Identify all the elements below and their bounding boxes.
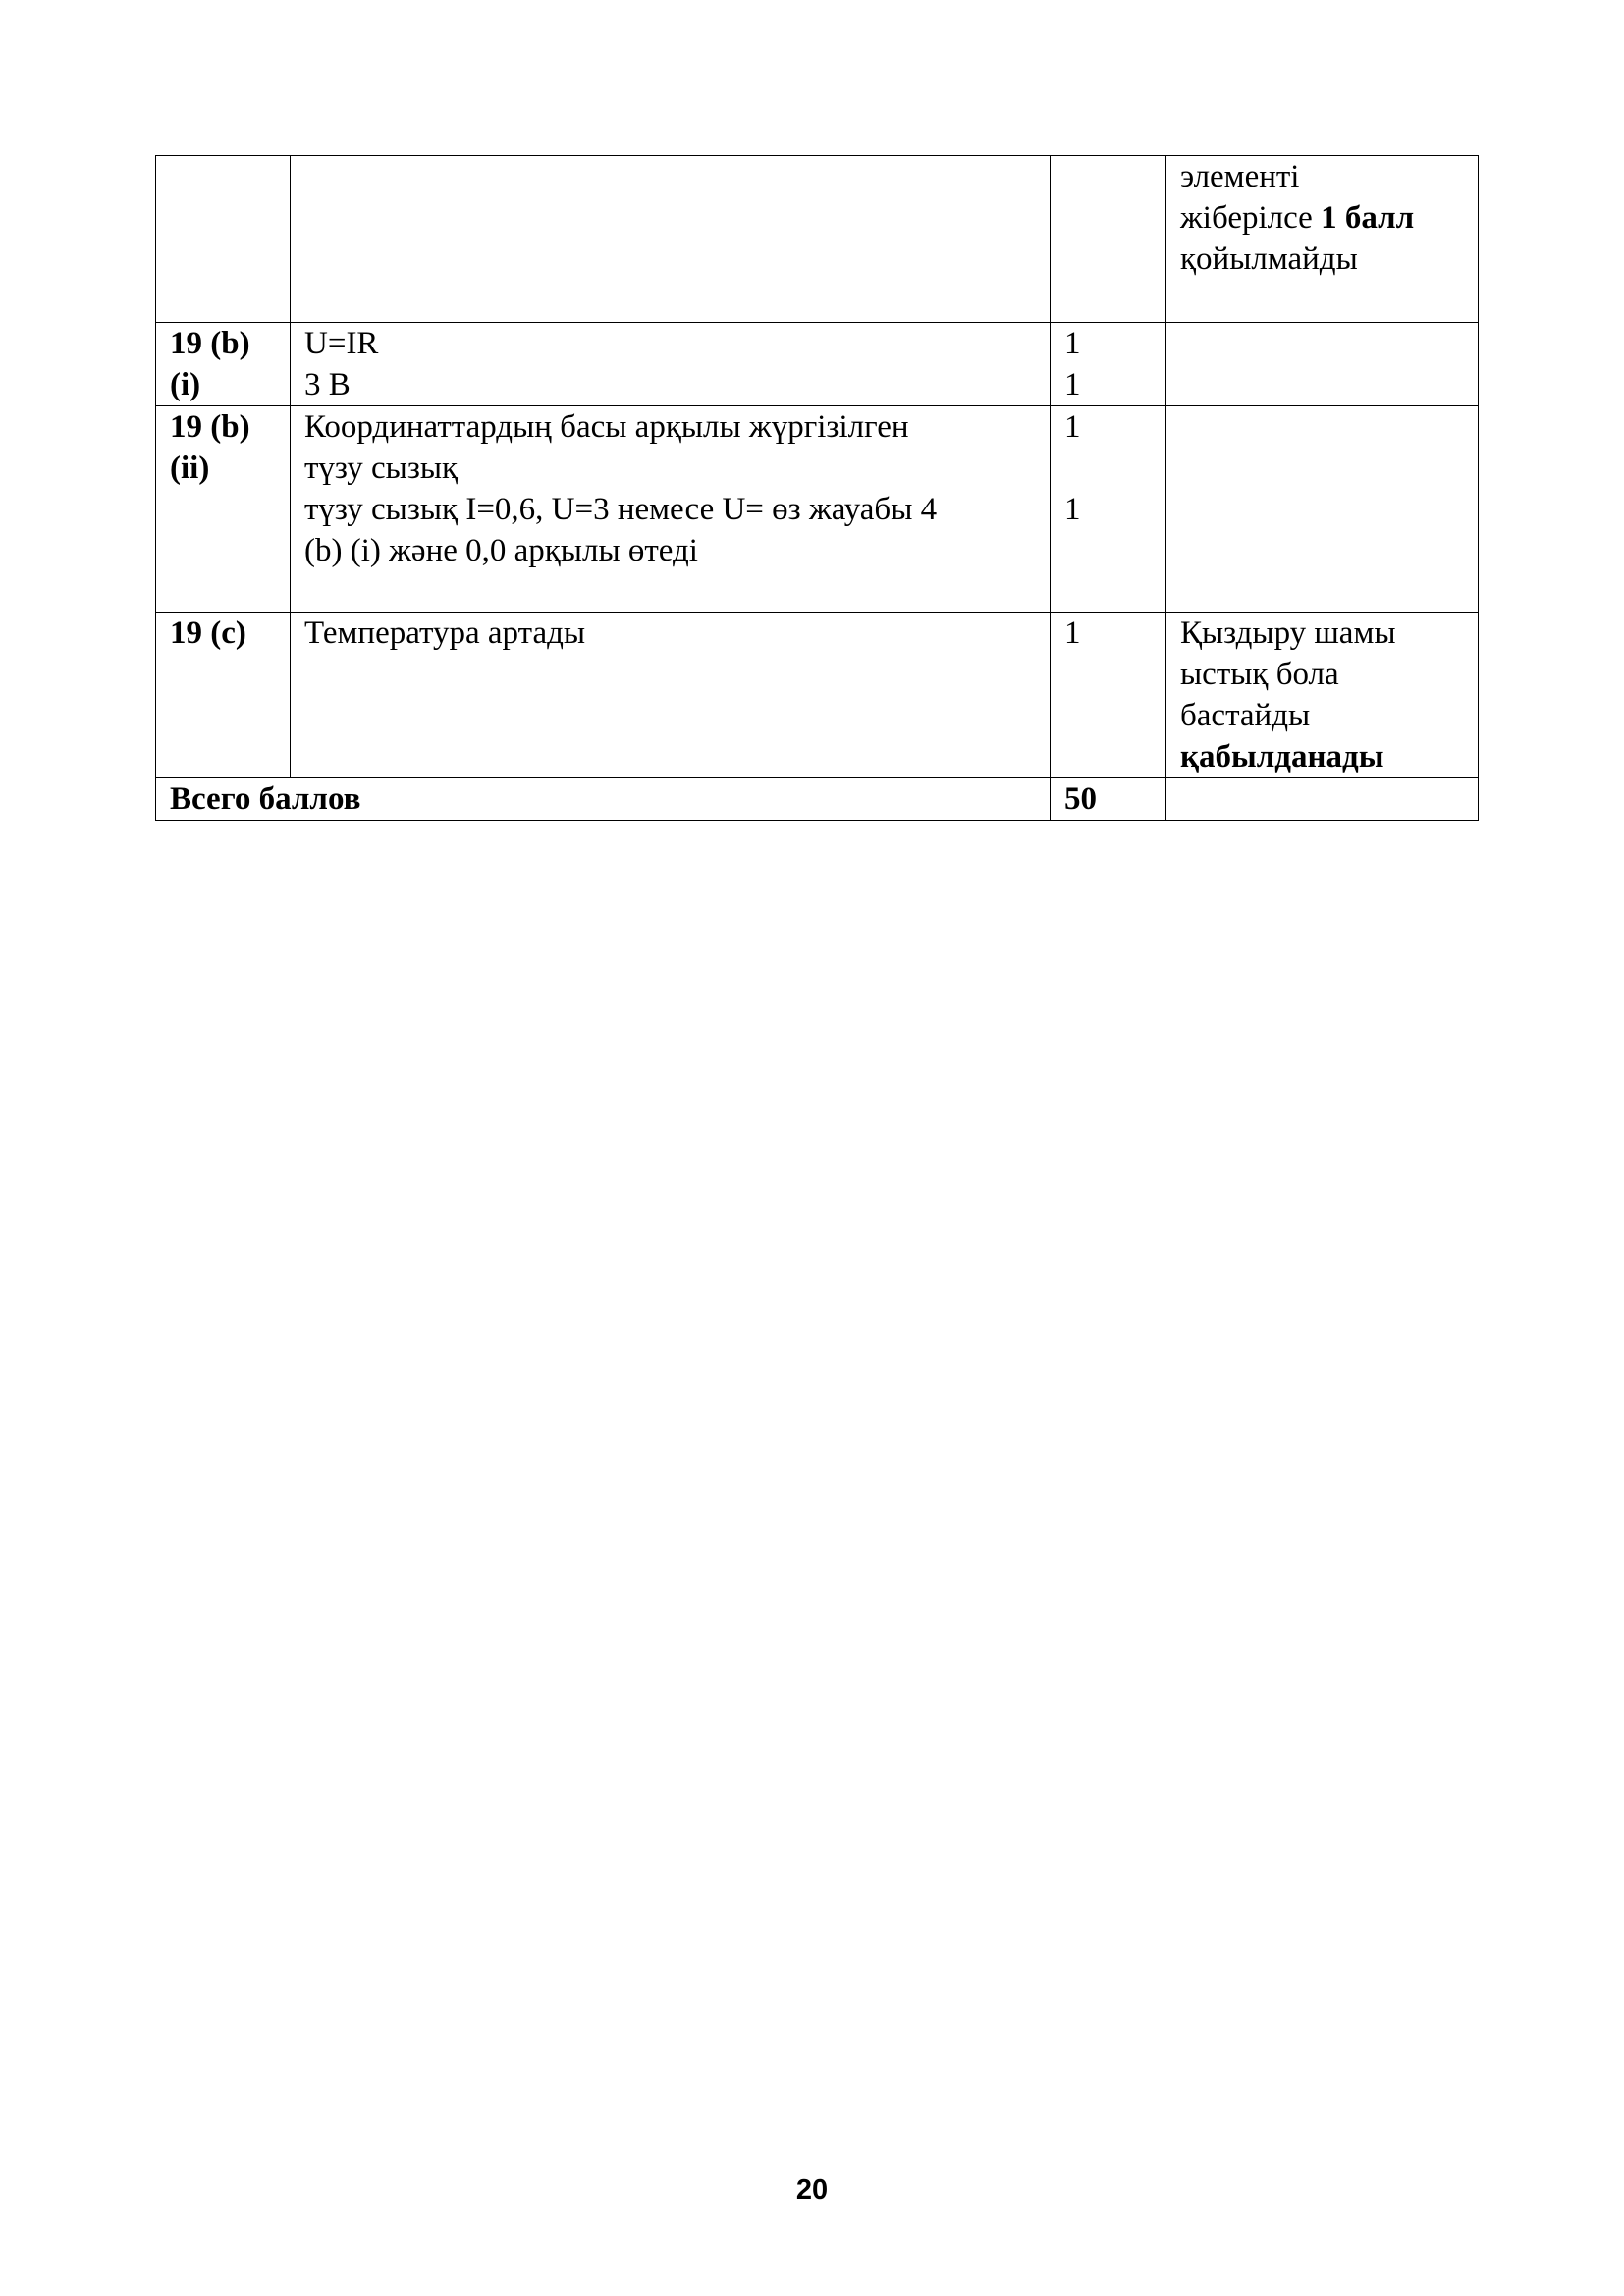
question-cell xyxy=(156,613,291,778)
mark-cell xyxy=(1051,406,1166,613)
answer-text: түзу сызық I=0,6, U=3 немесе U= өз жауабы 4 xyxy=(304,492,938,527)
question-number: 19 (b) xyxy=(170,326,250,361)
table-row xyxy=(156,156,1479,323)
answer-cell xyxy=(291,406,1051,613)
comment-cell xyxy=(1166,778,1479,821)
table-row xyxy=(156,406,1479,613)
mark-spacer xyxy=(1064,448,1152,489)
answer-text: түзу сызық xyxy=(304,451,459,486)
page-number: 20 xyxy=(795,2174,829,2206)
mark-value: 1 xyxy=(1064,326,1081,361)
comment-text xyxy=(1180,197,1464,239)
comment-text-part: жіберілсе xyxy=(1180,200,1322,236)
comment-bold-text: қабылданады xyxy=(1180,739,1384,774)
table-row xyxy=(156,613,1479,778)
answer-text: U=IR xyxy=(304,326,379,361)
mark-value: 1 xyxy=(1064,367,1081,402)
comment-cell xyxy=(1166,323,1479,406)
mark-scheme-table xyxy=(155,155,1479,821)
question-cell xyxy=(156,323,291,406)
mark-value: 1 xyxy=(1064,615,1081,651)
question-part: (i) xyxy=(170,367,201,402)
table-row xyxy=(156,323,1479,406)
comment-cell xyxy=(1166,156,1479,323)
answer-text: Температура артады xyxy=(304,615,586,651)
mark-value: 1 xyxy=(1064,409,1081,445)
comment-text: элементі xyxy=(1180,159,1300,194)
mark-cell xyxy=(1051,613,1166,778)
answer-cell xyxy=(291,613,1051,778)
answer-cell xyxy=(291,323,1051,406)
mark-value: 1 xyxy=(1064,492,1081,527)
total-row xyxy=(156,778,1479,821)
total-label: Всего баллов xyxy=(156,778,1051,821)
comment-cell xyxy=(1166,613,1479,778)
comment-text: ыстық бола xyxy=(1180,657,1339,692)
answer-text: 3 В xyxy=(304,367,351,402)
mark-cell xyxy=(1051,323,1166,406)
question-number: 19 (b) xyxy=(170,409,250,445)
question-part: (ii) xyxy=(170,451,210,486)
comment-text: бастайды xyxy=(1180,698,1311,733)
answer-text: (b) (i) және 0,0 арқылы өтеді xyxy=(304,533,698,568)
comment-bold-text: 1 балл xyxy=(1321,200,1415,236)
answer-text: Координаттардың басы арқылы жүргізілген xyxy=(304,409,909,445)
total-value: 50 xyxy=(1051,778,1166,821)
question-number: 19 (c) xyxy=(170,615,246,651)
question-cell xyxy=(156,156,291,323)
comment-text: Қыздыру шамы xyxy=(1180,615,1396,651)
comment-cell xyxy=(1166,406,1479,613)
comment-text: қойылмайды xyxy=(1180,241,1358,277)
question-cell xyxy=(156,406,291,613)
answer-cell xyxy=(291,156,1051,323)
mark-cell xyxy=(1051,156,1166,323)
